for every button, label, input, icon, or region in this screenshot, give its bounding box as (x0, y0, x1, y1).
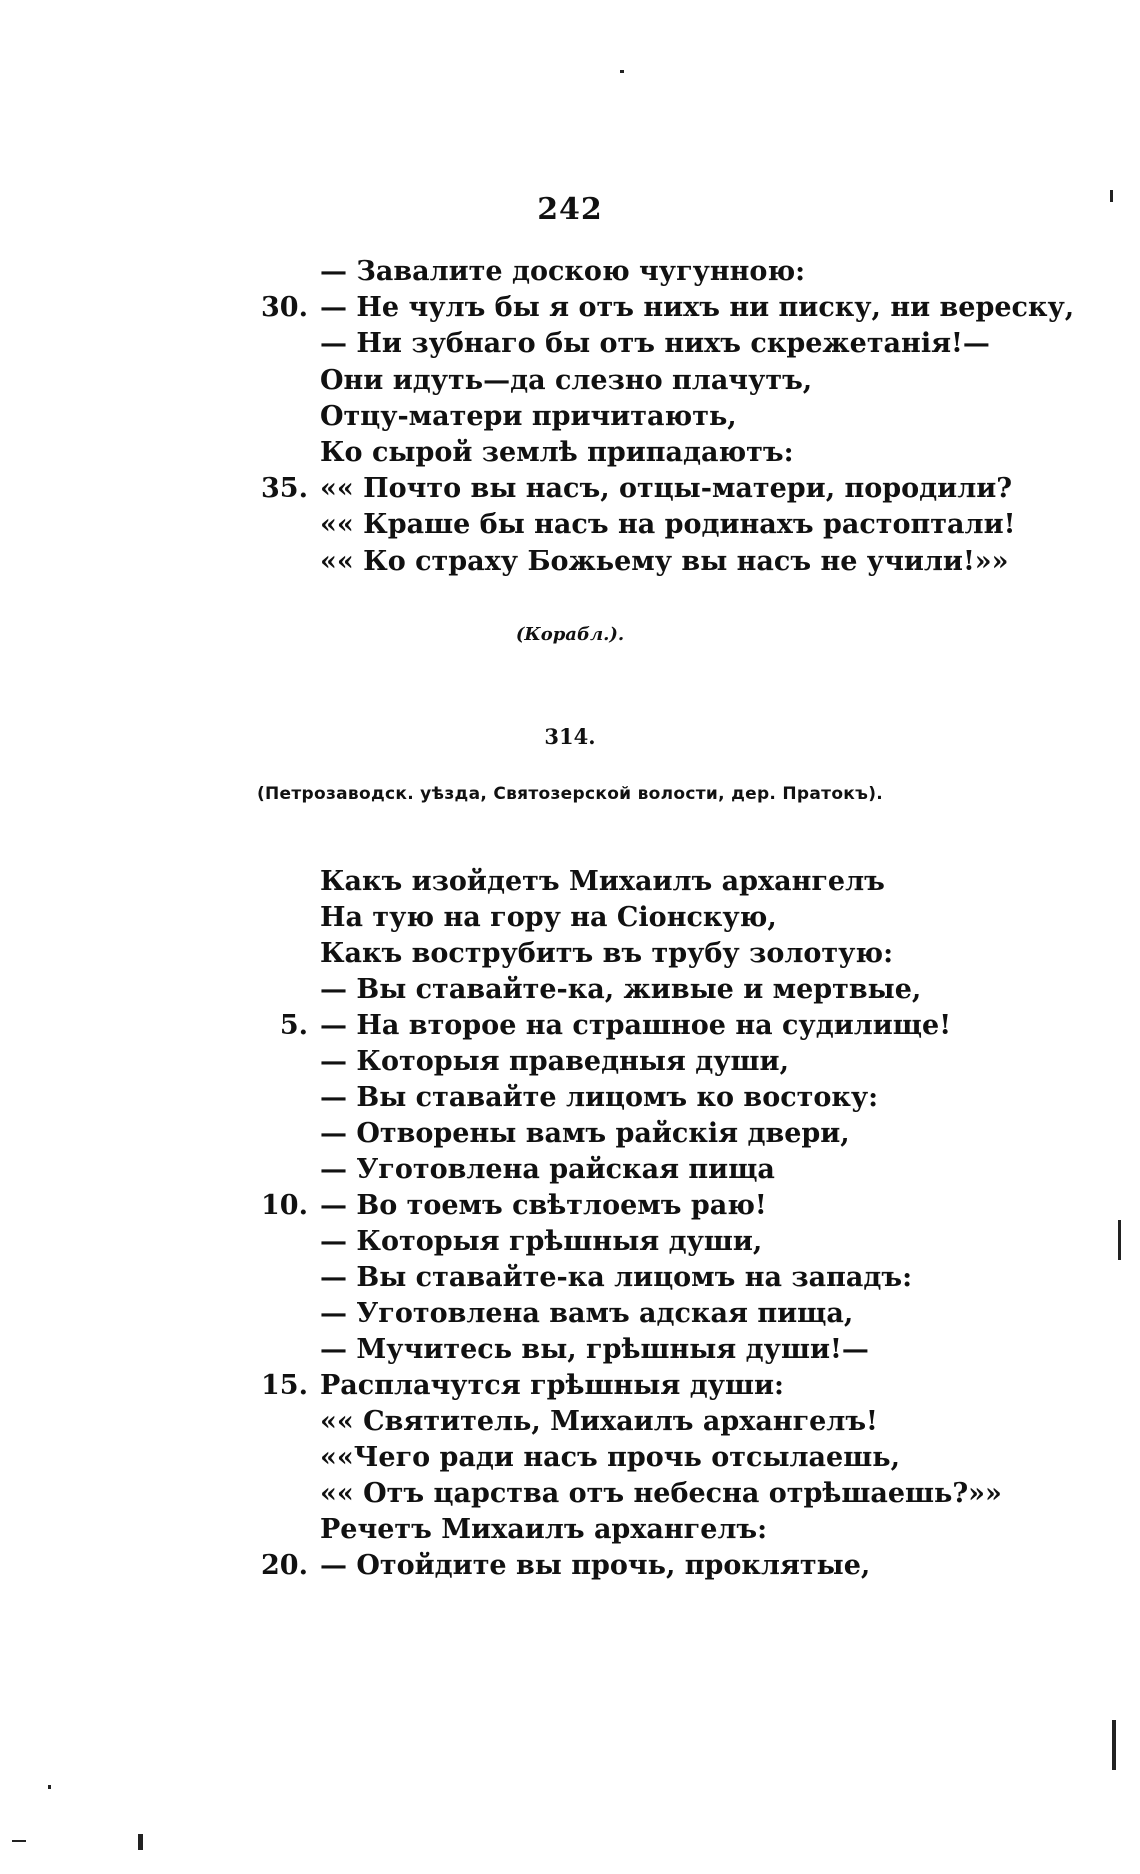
line-text: — Уготовлена райская пища (320, 1154, 775, 1185)
scan-speck (1118, 1220, 1121, 1260)
poem-line (0, 1118, 1140, 1154)
line-number: 30. (261, 292, 308, 324)
line-number: 15. (261, 1370, 308, 1401)
line-text: — Ни зубнаго бы отъ нихъ скрежетанія!— (320, 328, 990, 360)
poem-line (0, 1334, 1140, 1370)
line-text: Ко сырой землѣ припадаютъ: (320, 437, 794, 468)
source-note: (Корабл.). (515, 624, 625, 645)
poem-line (0, 437, 1140, 473)
poem-line (0, 546, 1140, 582)
line-text: — Мучитесь вы, грѣшныя души!— (320, 1334, 869, 1365)
line-text: — Вы ставайте лицомъ ко востоку: (320, 1082, 879, 1113)
line-text: — Которыя грѣшныя души, (320, 1226, 763, 1257)
poem-line (0, 866, 1140, 902)
line-text: — Которыя праведныя души, (320, 1046, 789, 1077)
line-text: ««Чего ради насъ прочь отсылаешь, (320, 1442, 900, 1473)
line-text: Они идуть—да слезно плачутъ, (320, 364, 813, 396)
scan-speck (48, 1785, 51, 1789)
poem-line (0, 1406, 1140, 1442)
line-text: — Вы ставайте-ка лицомъ на западъ: (320, 1262, 913, 1293)
line-text: Какъ изойдетъ Михаилъ архангелъ (320, 866, 885, 897)
line-text: — Вы ставайте-ка, живые и мертвые, (320, 974, 922, 1005)
poem-line (0, 1046, 1140, 1082)
poem-line (0, 1190, 1140, 1226)
line-text: Какъ вострубитъ въ трубу золотую: (320, 938, 894, 969)
poem-line (0, 1550, 1140, 1586)
line-text: — Отойдите вы прочь, проклятые, (320, 1550, 871, 1581)
poem-line (0, 1082, 1140, 1118)
poem-line (0, 1262, 1140, 1298)
line-text: — На второе на страшное на судилище! (320, 1010, 952, 1041)
line-number: 35. (261, 473, 308, 505)
poem-line (0, 1298, 1140, 1334)
poem-line (0, 256, 1140, 292)
scan-speck (12, 1840, 26, 1842)
line-number: 10. (261, 1190, 308, 1221)
poem-line (0, 1154, 1140, 1190)
poem-line (0, 1226, 1140, 1262)
poem-line (0, 1442, 1140, 1478)
scan-speck (1110, 190, 1113, 202)
poem-line (0, 328, 1140, 364)
poem-line (0, 1010, 1140, 1046)
poem-line (0, 401, 1140, 437)
poem-line (0, 1370, 1140, 1406)
poem-line (0, 473, 1140, 509)
poem-line (0, 902, 1140, 938)
song-location: (Петрозаводск. уѣзда, Святозерской волости, дер. Пратокъ). (256, 784, 884, 804)
line-text: «« Святитель, Михаилъ архангелъ! (320, 1406, 878, 1437)
poem-line (0, 292, 1140, 328)
scan-speck (620, 70, 624, 73)
poem-line (0, 1478, 1140, 1514)
line-text: «« Ко страху Божьему вы насъ не учили!»» (320, 545, 1009, 577)
scan-speck (1112, 1720, 1116, 1770)
line-text: Речетъ Михаилъ архангелъ: (320, 1514, 768, 1545)
poem-line (0, 938, 1140, 974)
song-number: 314. (544, 724, 596, 749)
line-number: 20. (261, 1550, 308, 1581)
line-text: Расплачутся грѣшныя души: (320, 1370, 784, 1401)
line-text: Отцу-матери причитають, (320, 400, 737, 432)
page-number: 242 (537, 192, 603, 227)
line-text: «« Краше бы насъ на родинахъ растоптали! (320, 509, 1016, 541)
line-text: «« Почто вы насъ, отцы-матери, породили? (320, 473, 1013, 505)
line-text: — Завалите доскою чугунною: (320, 256, 806, 287)
line-text: — Не чулъ бы я отъ нихъ ни писку, ни вереску, (320, 292, 1075, 324)
scan-speck (138, 1834, 143, 1850)
poem-line (0, 1514, 1140, 1550)
line-text: — Во тоемъ свѣтлоемъ раю! (320, 1190, 767, 1221)
line-text: «« Отъ царства отъ небесна отрѣшаешь?»» (320, 1478, 1002, 1509)
poem-line (0, 974, 1140, 1010)
line-text: — Уготовлена вамъ адская пища, (320, 1298, 854, 1329)
poem-line (0, 365, 1140, 401)
poem-line (0, 509, 1140, 545)
line-number: 5. (279, 1010, 308, 1041)
line-text: На тую на гору на Сіонскую, (320, 902, 777, 933)
line-text: — Отворены вамъ райскія двери, (320, 1118, 850, 1149)
